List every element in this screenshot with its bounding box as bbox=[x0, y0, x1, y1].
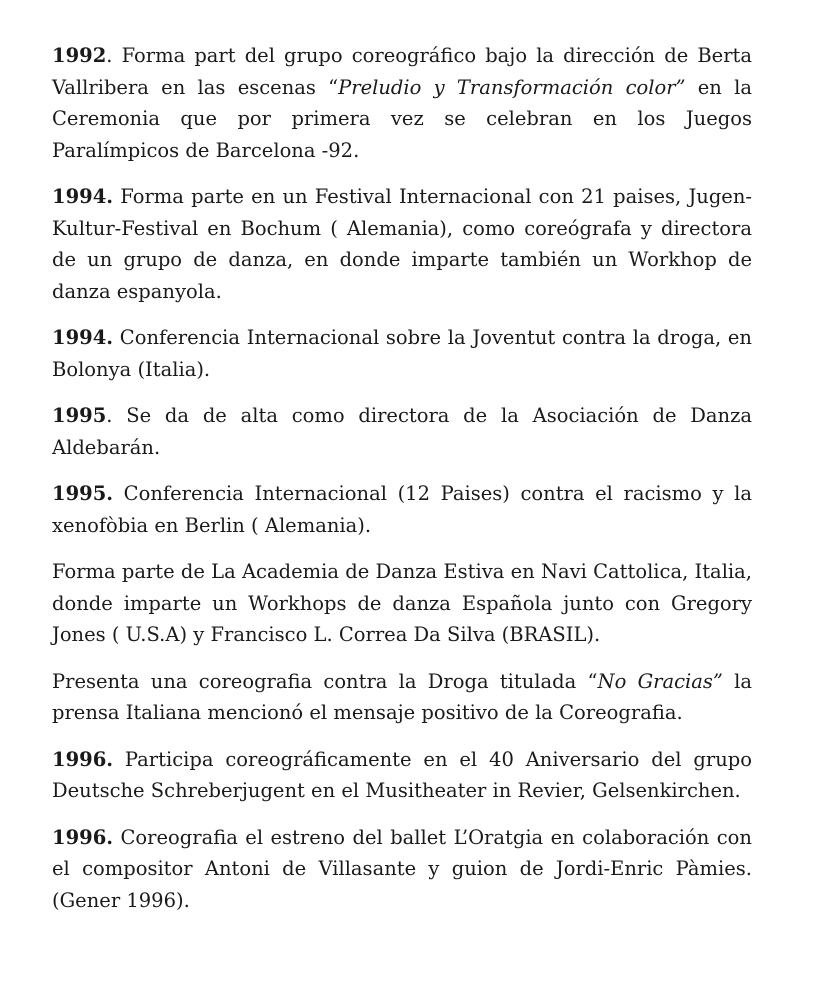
paragraph-1994-conference bbox=[52, 322, 752, 385]
text-segment: Conferencia Internacional sobre la Joventut contra la droga, en Bolonya (Italia). bbox=[52, 326, 752, 381]
year-label: 1994. bbox=[52, 326, 114, 349]
text-segment: Forma parte de La Academia de Danza Estiva en Navi Cattolica, Italia, donde imparte un Workhops de danza Española junto con Gregory Jones ( U.S.A) y Francisco L. Correa Da Silva (BRASIL). bbox=[52, 560, 752, 646]
year-label: 1994. bbox=[52, 185, 114, 208]
text-segment: Presenta una coreografia contra la Droga titulada “ bbox=[52, 669, 598, 693]
italic-title: No Gracias” bbox=[597, 669, 723, 693]
paragraph-1996-aniversario bbox=[52, 744, 752, 807]
year-label: 1996. bbox=[52, 825, 114, 849]
document-page bbox=[52, 40, 752, 931]
paragraph-1995-conference bbox=[52, 478, 752, 541]
paragraph-1996-ballet bbox=[52, 822, 752, 917]
text-segment: Conferencia Internacional (12 Paises) contra el racismo y la xenofòbia en Berlin ( Alemania). bbox=[52, 482, 752, 537]
paragraph-1994-festival bbox=[52, 181, 752, 307]
paragraph-academia bbox=[52, 556, 752, 651]
paragraph-no-gracias bbox=[52, 666, 752, 729]
paragraph-1995-association bbox=[52, 400, 752, 463]
text-segment: la prensa Italiana mencionó el mensaje positivo de la Coreografia. bbox=[52, 669, 752, 724]
text-segment: . Se da de alta como directora de la Asociación de Danza Aldebarán. bbox=[52, 404, 752, 459]
italic-title: Preludio y Transformación color” bbox=[338, 75, 686, 99]
year-label: 1996. bbox=[52, 747, 114, 771]
text-segment: en la Ceremonia que por primera vez se celebran en los Juegos Paralímpicos de Barcelona -92. bbox=[52, 75, 752, 162]
text-segment: Forma parte en un Festival Internacional con 21 paises, Jugen-Kultur-Festival en Bochum ( Alemania), como coreógrafa y directora de un grupo de danza, en donde imparte también un Workhop de danza espanyola. bbox=[52, 185, 752, 303]
text-segment: . Forma part del grupo coreográfico bajo la dirección de Berta Vallribera en las escenas “ bbox=[52, 44, 752, 99]
year-label: 1992 bbox=[52, 44, 107, 67]
paragraph-1992 bbox=[52, 40, 752, 166]
text-segment: Coreografia el estreno del ballet L’Oratgia en colaboración con el compositor Antoni de Villasante y guion de Jordi-Enric Pàmies. (Gener 1996). bbox=[52, 825, 752, 912]
year-label: 1995. bbox=[52, 482, 114, 505]
text-segment: Participa coreográficamente en el 40 Aniversario del grupo Deutsche Schreberjugent en el Musitheater in Revier, Gelsenkirchen. bbox=[52, 747, 752, 802]
year-label: 1995 bbox=[52, 404, 107, 427]
